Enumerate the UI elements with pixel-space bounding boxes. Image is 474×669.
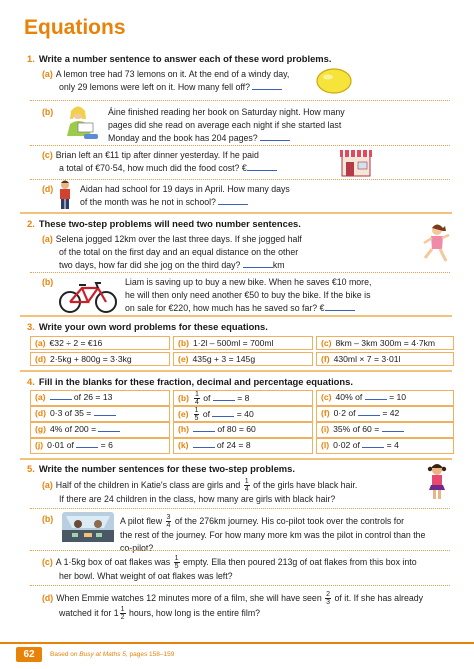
answer-blank[interactable] <box>213 392 235 401</box>
s1-question-a: (a) A lemon tree had 73 lemons on it. At the end of a windy day, only 29 lemons were left on it. How many fell off? <box>42 69 290 92</box>
section-1-heading: 1. Write a number sentence to answer each of these word problems. <box>27 53 332 64</box>
cockpit-icon <box>62 512 114 542</box>
answer-blank[interactable] <box>212 408 234 417</box>
page-number: 62 <box>16 647 42 662</box>
equation-cell: (b) 1·2l – 500ml = 700ml <box>173 336 313 350</box>
equation-cell: (f) 430ml × 7 = 3·01l <box>316 352 454 366</box>
answer-blank[interactable] <box>358 407 380 416</box>
based-on-note: Based on Busy at Maths 5, pages 158–159 <box>50 651 175 658</box>
s1-question-c: (c) Brian left an €11 tip after dinner yesterday. If he paid a total of €70·54, how much did the food cost? € <box>42 149 277 175</box>
fill-cell-k: (k) of 24 = 8 <box>173 438 313 454</box>
section-4-heading: 4. Fill in the blanks for these fraction, decimal and percentage equations. <box>27 376 353 387</box>
equation-cell: (a) €32 ÷ 2 = €16 <box>30 336 170 350</box>
fill-cell-l: (l) 0·02 of = 4 <box>316 438 454 454</box>
s5-question-a: (a) Half of the children in Katie's class are girls and $\frac{1}{4}$ of the girls have black hair. If there are 24 children in the class, how many are girls with black hair? <box>42 478 358 504</box>
s2-question-b-label: (b) <box>42 277 54 287</box>
answer-blank[interactable] <box>98 423 120 432</box>
fill-cell-b: (b) $\frac{1}{4}$ of = 8 <box>173 390 313 406</box>
boy-icon <box>58 180 72 210</box>
girl-standing-icon <box>426 464 448 500</box>
shop-stall-icon <box>338 146 374 178</box>
s1-question-d: Aidan had school for 19 days in April. How many days of the month was he not in school? <box>80 184 290 207</box>
section-3-heading: 3. Write your own word problems for these equations. <box>27 321 268 332</box>
section-2-heading: 2. These two-step problems will need two number sentences. <box>27 218 301 229</box>
fill-cell-f: (f) 0·2 of = 42 <box>316 406 454 422</box>
answer-blank[interactable] <box>252 81 282 90</box>
s5-question-b: A pilot flew $\frac{3}{4}$ of the 276km journey. His co-pilot took over the controls for the rest of the journey. For how many more km was the pilot in control than the co-pilot? <box>120 514 426 553</box>
fill-cell-e: (e) $\frac{1}{5}$ of = 40 <box>173 406 313 422</box>
answer-blank[interactable] <box>193 439 215 448</box>
answer-blank[interactable] <box>94 407 116 416</box>
page-title: Equations <box>24 16 126 39</box>
s5-question-b-label: (b) <box>42 514 54 524</box>
answer-blank[interactable] <box>365 391 387 400</box>
answer-blank[interactable] <box>247 162 277 171</box>
answer-blank[interactable] <box>362 439 384 448</box>
answer-blank[interactable] <box>76 439 98 448</box>
s5-question-d: (d) When Emmie watches 12 minutes more of a film, she will have seen $\frac{2}{3}$ of it. If she has already watched it for 1 $\frac{1}{2}$ hours, how long is the entire film? <box>42 591 424 621</box>
girl-reading-icon <box>62 104 102 142</box>
fill-cell-i: (i) 35% of 60 = <box>316 422 454 438</box>
s1-question-d-label: (d) <box>42 184 54 194</box>
s1-question-b-label: (b) <box>42 107 54 117</box>
answer-blank[interactable] <box>243 259 273 268</box>
bike-icon <box>58 282 118 314</box>
s2-question-a: (a) Selena jogged 12km over the last three days. If she jogged half of the total on the first day and an equal distance on the other two days, how far did she jog on the third day? km <box>42 234 302 270</box>
girl-running-icon <box>418 224 454 268</box>
answer-blank[interactable] <box>382 423 404 432</box>
fill-cell-d: (d) 0·3 of 35 = <box>30 406 170 422</box>
fill-cell-c: (c) 40% of = 10 <box>316 390 454 406</box>
equation-cell: (c) 8km – 3km 300m = 4·7km <box>316 336 454 350</box>
lemon-icon <box>314 66 354 96</box>
answer-blank[interactable] <box>50 391 72 400</box>
answer-blank[interactable] <box>193 423 215 432</box>
equation-cell: (d) 2·5kg + 800g = 3·3kg <box>30 352 170 366</box>
section-5-heading: 5. Write the number sentences for these two-step problems. <box>27 463 295 474</box>
s1-question-b: Áine finished reading her book on Saturday night. How many pages did she read on average each night if she started last Monday and the book has 204 pages? <box>108 107 345 143</box>
answer-blank[interactable] <box>325 302 355 311</box>
fill-cell-j: (j) 0·01 of = 6 <box>30 438 170 454</box>
s2-question-b: Liam is saving up to buy a new bike. When he saves €10 more, he will then only need another €50 to buy the bike. If the bike is on sale for €220, how much has he saved so far? € <box>125 277 372 313</box>
fill-cell-a: (a) of 26 = 13 <box>30 390 170 406</box>
equation-cell: (e) 435g + 3 = 145g <box>173 352 313 366</box>
fill-cell-h: (h) of 80 = 60 <box>173 422 313 438</box>
answer-blank[interactable] <box>260 132 290 141</box>
s5-question-c: (c) A 1·5kg box of oat flakes was $\frac{1}{5}$ empty. Ella then poured 213g of oat flakes from this box into her bowl. What weight of oat flakes was left? <box>42 555 417 581</box>
answer-blank[interactable] <box>218 196 248 205</box>
fill-cell-g: (g) 4% of 200 = <box>30 422 170 438</box>
